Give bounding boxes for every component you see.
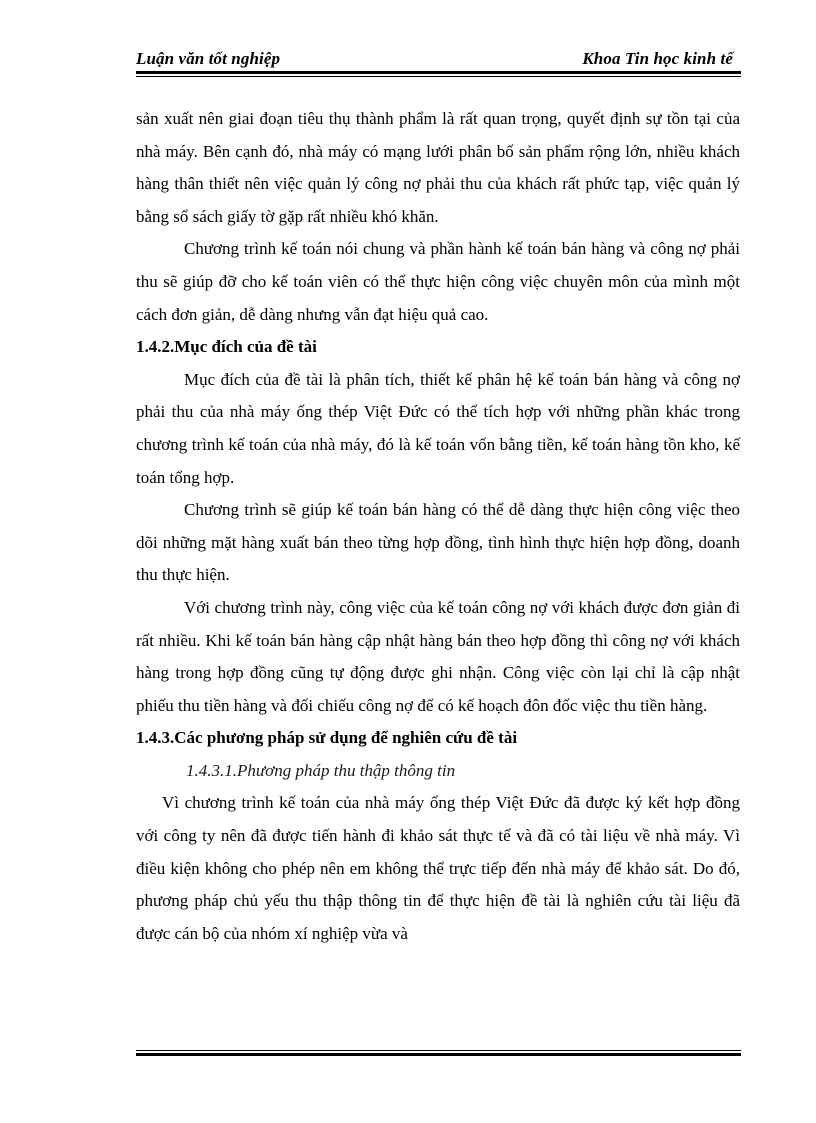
paragraph-information-gathering: Vì chương trình kế toán của nhà máy ống thép Việt Đức đã được ký kết hợp đồng với công ty nên đã được tiến hành đi khảo sát thực tế và đã có tài liệu về nhà máy. Vì điều kiện không cho phép nên em không thể trực tiếp đến nhà máy để khảo sát. Do đó, phương pháp chủ yếu thu thập thông tin để thực hiện đề tài là nghiên cứu tài liệu đã được cán bộ của nhóm xí nghiệp vừa và bbox=[136, 793, 740, 943]
footer-rule-thin bbox=[136, 1050, 741, 1051]
subsection-heading-1-4-3-1: 1.4.3.1.Phương pháp thu thập thông tin bbox=[186, 760, 456, 780]
header-rule-thick bbox=[136, 71, 741, 74]
section-heading-1-4-2: 1.4.2.Mục đích của đề tài bbox=[136, 337, 317, 357]
paragraph-debt-accounting: Với chương trình này, công việc của kế toán công nợ với khách được đơn giản đi rất nhiều. Khi kế toán bán hàng cập nhật hàng bán theo hợp đồng thì công nợ với khách hàng trong hợp đồng cũng tự động được ghi nhận. Công việc còn lại chỉ là cập nhật phiếu thu tiền hàng và đối chiếu công nợ để có kế hoạch đôn đốc việc thu tiền hàng. bbox=[136, 597, 740, 715]
body-text bbox=[136, 103, 740, 950]
header-rule-thin bbox=[136, 76, 741, 77]
paragraph-continuation: sản xuất nên giai đoạn tiêu thụ thành phẩm là rất quan trọng, quyết định sự tồn tại của nhà máy. Bên cạnh đó, nhà máy có mạng lưới phân bố sản phẩm rộng lớn, nhiều khách hàng thân thiết nên việc quản lý công nợ phải thu của khách rất phức tạp, việc quản lý bằng sổ sách giấy tờ gặp rất nhiều khó khăn. bbox=[136, 109, 740, 226]
section-heading-1-4-3: 1.4.3.Các phương pháp sử dụng để nghiên cứu đề tài bbox=[136, 728, 518, 748]
paragraph-sales-tracking: Chương trình sẽ giúp kế toán bán hàng có thể dễ dàng thực hiện công việc theo dõi những mặt hàng xuất bán theo từng hợp đồng, tình hình thực hiện hợp đồng, doanh thu thực hiện. bbox=[136, 500, 740, 585]
header-faculty: Khoa Tin học kinh tế bbox=[582, 49, 733, 68]
paragraph-purpose: Mục đích của đề tài là phân tích, thiết kế phân hệ kế toán bán hàng và công nợ phải thu của nhà máy ống thép Việt Đức có thể tích hợp với những phần khác trong chương trình kế toán của nhà máy, đó là kế toán vốn bằng tiền, kế toán hàng tồn kho, kế toán tổng hợp. bbox=[136, 369, 740, 487]
paragraph-program-benefit: Chương trình kế toán nói chung và phần hành kế toán bán hàng và công nợ phải thu sẽ giúp đỡ cho kế toán viên có thể thực hiện công việc chuyên môn của mình một cách đơn giản, dễ dàng nhưng vẫn đạt hiệu quả cao. bbox=[136, 239, 740, 324]
footer-rule-thick bbox=[136, 1053, 741, 1056]
header-thesis-title: Luận văn tốt nghiệp bbox=[136, 49, 281, 68]
